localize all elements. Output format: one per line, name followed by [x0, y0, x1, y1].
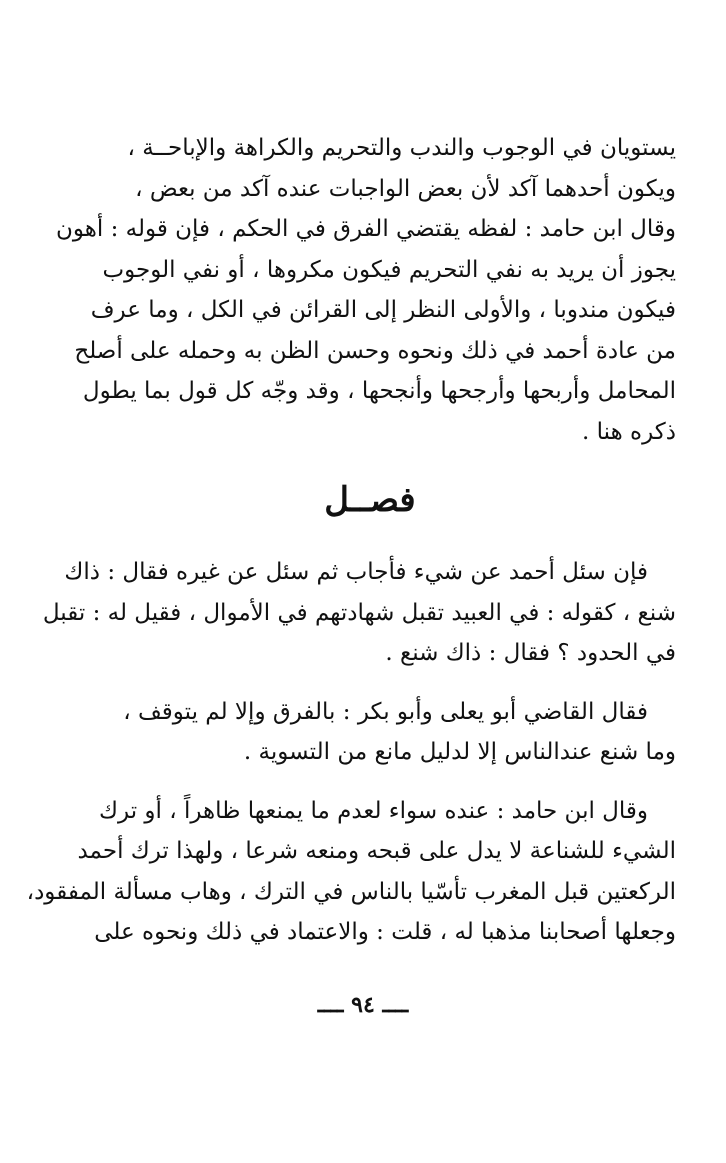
text-line: وما شنع عندالناس إلا لدليل مانع من التسوية . — [243, 739, 676, 765]
text-line: فإن سئل أحمد عن شيء فأجاب ثم سئل عن غيره فقال : ذاك — [64, 559, 648, 585]
page-body — [26, 128, 676, 953]
text-line: شنع ، كقوله : في العبيد تقبل شهادتهم في الأموال ، فقيل له : تقبل — [42, 599, 676, 626]
paragraph-gap — [64, 674, 676, 692]
text-line: ويكون أحدهما آكد لأن بعض الواجبات عنده آكد من بعض ، — [135, 175, 676, 202]
text-line: الركعتين قبل المغرب تأسّيا بالناس في الترك ، وهاب مسألة المفقود، — [26, 878, 676, 905]
text-line: وقال ابن حامد : لفظه يقتضي الفرق في الحكم ، فإن قوله : أهون — [55, 216, 676, 242]
text-line: ذكره هنا . — [582, 418, 676, 445]
text-line: في الحدود ؟ فقال : ذاك شنع . — [385, 640, 676, 666]
text-line: المحامل وأربحها وأرجحها وأنجحها ، وقد وجّه كل قول بما يطول — [82, 378, 676, 404]
text-line: وجعلها أصحابنا مذهبا له ، قلت : والاعتماد في ذلك ونحوه على — [94, 919, 676, 945]
text-line: يجوز أن يريد به نفي التحريم فيكون مكروها ، أو نفي الوجوب — [102, 256, 676, 283]
text-line: وقال ابن حامد : عنده سواء لعدم ما يمنعها ظاهراً ، أو ترك — [99, 797, 648, 824]
paragraph-gap — [64, 773, 676, 791]
text-line: يستويان في الوجوب والندب والتحريم والكراهة والإباحــة ، — [127, 135, 676, 161]
section-heading: فصــل — [324, 480, 416, 520]
paragraph-1 — [55, 128, 676, 452]
paragraph-4 — [26, 791, 676, 953]
text-line: فيكون مندوبا ، والأولى النظر إلى القرائن في الكل ، وما عرف — [90, 297, 676, 323]
paragraph-2 — [42, 552, 676, 674]
text-line: من عادة أحمد في ذلك ونحوه وحسن الظن به وحمله على أصلح — [74, 337, 676, 364]
text-line: الشيء للشناعة لا يدل على قبحه ومنعه شرعا ، ولهذا ترك أحمد — [77, 838, 676, 864]
page-number: ــــ ٩٤ ــــ — [317, 992, 409, 1018]
text-line: فقال القاضي أبو يعلى وأبو بكر : بالفرق وإلا لم يتوقف ، — [123, 698, 648, 725]
paragraph-3 — [64, 692, 676, 773]
